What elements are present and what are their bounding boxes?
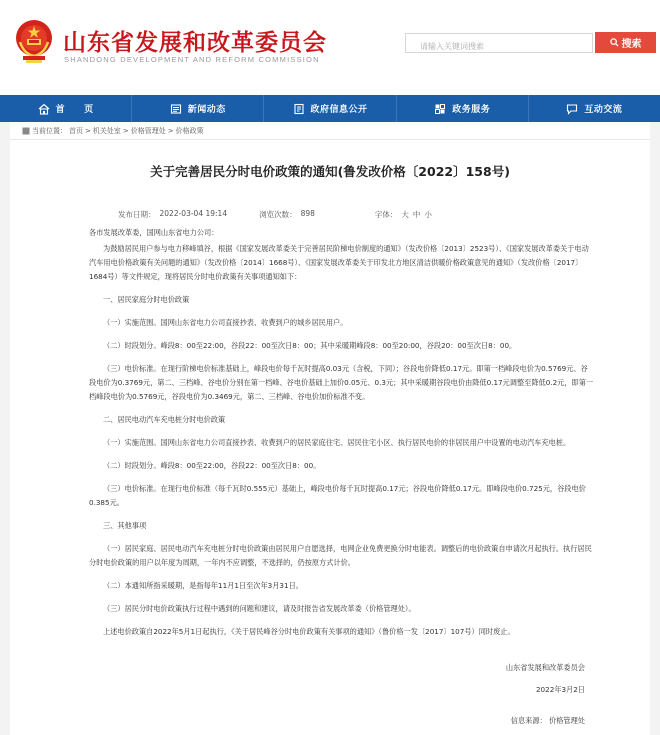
breadcrumb-current[interactable]: 价格政策 [175,126,204,135]
nav-item-label: 政府信息公开 [310,105,368,115]
home-icon [38,103,50,115]
breadcrumb-sep: > [122,126,129,135]
article-meta [118,209,432,220]
signer: 山东省发展和改革委员会 [505,663,585,672]
font-size-medium[interactable]: 中 [412,210,421,219]
nav-item-label: 首 页 [55,105,94,115]
article-paragraph: （一）实施范围。国网山东省电力公司直接抄表、收费到户的居民家庭住宅、居民住宅小区、执行居民电价的非居民用户中设置的电动汽车充电桩。 [103,438,571,447]
article-paragraph: （三）居民分时电价政策执行过程中遇到的问题和建议，请及时报告省发展改革委（价格管理处）。 [103,604,416,613]
breadcrumb-division[interactable]: 价格管理处 [130,126,166,135]
national-emblem-icon [14,18,54,64]
article-paragraph: （二）本通知所指采暖期，是指每年11月1日至次年3月31日。 [103,581,303,590]
search-input[interactable] [406,38,592,56]
nav-item-info[interactable] [264,95,396,122]
breadcrumb [10,122,650,140]
article-title: 关于完善居民分时电价政策的通知(鲁发改价格〔2022〕158号) [150,164,510,179]
nav-item-label: 互动交流 [584,105,623,115]
article-paragraph: （三）电价标准。在现行阶梯电价标准基础上，峰段电价每千瓦时提高0.03元（含税，下同）；谷段电价降低0.17元。即第一档峰段电价为0.5769元、谷段电价为0.3769元，第二、三档峰、谷电价分别在第一档峰、谷电价基础上加价0.05元、0.3元；其中采暖期谷段电价由降低0.17元调整至降低0.2元，即第一档峰段电价为0.5769元，谷段电价为0.3469元，第二、三档峰、谷电价加价标准不变。 [89,364,594,401]
nav-item-interact[interactable] [529,95,660,122]
article-paragraph: 为鼓励居民用户参与电力移峰填谷，根据《国家发展改革委关于完善居民阶梯电价制度的通知》（发改价格〔2013〕2523号）、《国家发展改革委关于电动汽车用电价格政策有关问题的通知》（发改价格〔2014〕1668号）、《国家发展改革委关于印发北方地区清洁供暖价格政策意见的通知》（发改价格〔2017〕1684号）等文件规定，现将居民分时电价政策有关事项通知如下： [89,244,589,281]
font-label: 字体： [374,210,398,219]
nav-item-service[interactable] [397,95,529,122]
font-size-small[interactable]: 小 [424,210,432,219]
font-size-large[interactable]: 大 [401,210,409,219]
info-source [511,716,585,726]
chat-icon [566,103,578,115]
section-heading: 三、其他事项 [103,521,147,530]
search-button-label: 搜索 [621,39,642,50]
content-panel [10,122,650,735]
search-box [405,33,593,53]
search-button[interactable] [595,32,656,53]
sign-date: 2022年3月2日 [535,685,585,694]
article-paragraph: （三）电价标准。在现行电价标准（每千瓦时0.555元）基础上，峰段电价每千瓦时提高0.17元；谷段电价降低0.17元。即峰段电价0.725元，谷段电价0.385元。 [89,484,586,507]
article-paragraph: （一）实施范围。国网山东省电力公司直接抄表、收费到户的城乡居民用户。 [103,318,348,327]
nav-item-home[interactable] [0,95,132,122]
article-paragraph: （二）时段划分。峰段8：00至22:00，谷段22：00至次日8：00；其中采暖期峰段8：00至20:00，谷段20：00至次日8：00。 [103,341,517,350]
views-label: 浏览次数： [259,210,297,219]
article-paragraph: 上述电价政策自2022年5月1日起执行，《关于居民峰谷分时电价政策有关事项的通知》（鲁价格一发〔2017〕107号）同时废止。 [103,627,515,636]
nav-item-label: 新闻动态 [187,105,226,115]
site-title: 山东省发展和改革委员会 [63,30,327,56]
breadcrumb-dept[interactable]: 机关处室 [92,126,121,135]
service-icon [434,103,446,115]
location-icon [22,127,30,135]
site-header [0,0,660,95]
breadcrumb-sep: > [167,126,174,135]
source-label: 信息来源： [510,716,547,725]
main-nav [0,95,660,122]
publish-date: 2022-03-04 19:14 [159,209,228,218]
section-heading: 二、居民电动汽车充电桩分时电价政策 [103,415,226,424]
nav-item-news[interactable] [132,95,264,122]
nav-item-label: 政务服务 [452,105,491,115]
section-heading: 一、居民家庭分时电价政策 [103,295,190,304]
breadcrumb-prefix: 当前位置： [32,126,67,135]
publish-label: 发布日期： [118,210,156,219]
source-value: 价格管理处 [549,716,585,725]
article-paragraph: （二）时段划分。峰段8：00至22:00，谷段22：00至次日8：00。 [103,461,321,470]
breadcrumb-home[interactable]: 首页 [69,126,83,135]
info-icon [293,103,305,115]
article-paragraph: （一）居民家庭、居民电动汽车充电桩分时电价政策由居民用户自愿选择，电网企业免费更换分时电能表。调整后的电价政策自申请次月起执行。执行居民分时电价政策的用户以年度为周期，一年内不应调整，不选择的，仍按原方式计价。 [89,544,592,567]
site-subtitle: SHANDONG DEVELOPMENT AND REFORM COMMISSION [64,55,320,64]
views-count: 898 [300,209,315,218]
article-body [89,226,594,648]
search-icon [610,38,619,47]
news-icon [170,103,182,115]
breadcrumb-sep: > [85,126,91,135]
salutation: 各市发展改革委，国网山东省电力公司： [89,228,219,237]
